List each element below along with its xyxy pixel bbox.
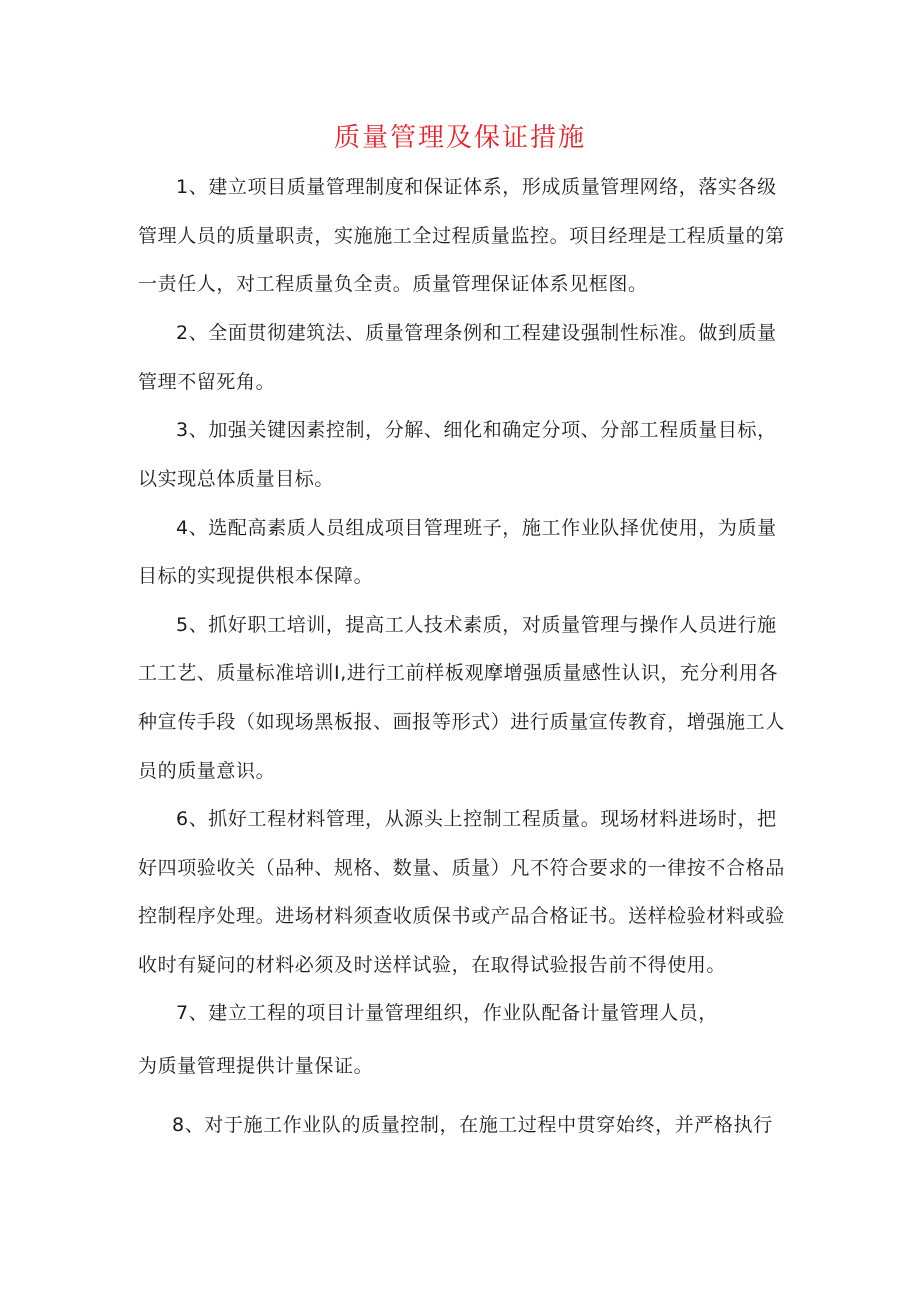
paragraph-4-line-1: 4、选配高素质人员组成项目管理班子，施工作业队择优使用，为质量 [176, 517, 777, 539]
paragraph-6-line-2: 好四项验收关（品种、规格、数量、质量）凡不符合要求的一律按不合格品 [138, 857, 785, 879]
paragraph-7-line-1: 7、建立工程的项目计量管理组织，作业队配备计量管理人员， [176, 1002, 718, 1024]
paragraph-5-line-4: 员的质量意识。 [138, 760, 276, 782]
paragraph-2-line-1: 2、全面贯彻建筑法、质量管理条例和工程建设强制性标准。做到质量 [176, 322, 777, 344]
paragraph-6-line-4: 收时有疑问的材料必须及时送样试验，在取得试验报告前不得使用。 [138, 954, 727, 976]
page-title: 质量管理及保证措施 [333, 123, 586, 153]
paragraph-5-line-2: 工工艺、质量标准培训I,进行工前样板观摩增强质量感性认识，充分利用各 [138, 662, 779, 684]
paragraph-4-line-2: 目标的实现提供根本保障。 [138, 565, 374, 587]
paragraph-5-line-3: 种宣传手段（如现场黑板报、画报等形式）进行质量宣传教育，增强施工人 [138, 711, 785, 733]
paragraph-6-line-3: 控制程序处理。进场材料须查收质保书或产品合格证书。送样检验材料或验 [138, 905, 785, 927]
paragraph-3-line-1: 3、加强关键因素控制，分解、细化和确定分项、分部工程质量目标， [176, 419, 777, 441]
paragraph-1-line-3: 一责任人，对工程质量负全责。质量管理保证体系见框图。 [138, 273, 648, 295]
paragraph-6-line-1: 6、抓好工程材料管理，从源头上控制工程质量。现场材料进场时，把 [176, 808, 777, 830]
paragraph-3-line-2: 以实现总体质量目标。 [138, 468, 335, 490]
paragraph-1-line-2: 管理人员的质量职责，实施施工全过程质量监控。项目经理是工程质量的第 [138, 225, 785, 247]
paragraph-8-line-1: 8、对于施工作业队的质量控制，在施工过程中贯穿始终，并严格执行 [172, 1114, 773, 1136]
paragraph-7-line-2: 为质量管理提供计量保证。 [138, 1055, 374, 1077]
paragraph-5-line-1: 5、抓好职工培训，提高工人技术素质，对质量管理与操作人员进行施 [176, 614, 777, 636]
paragraph-1-line-1: 1、建立项目质量管理制度和保证体系，形成质量管理网络，落实各级 [176, 176, 777, 198]
paragraph-2-line-2: 管理不留死角。 [138, 371, 276, 393]
